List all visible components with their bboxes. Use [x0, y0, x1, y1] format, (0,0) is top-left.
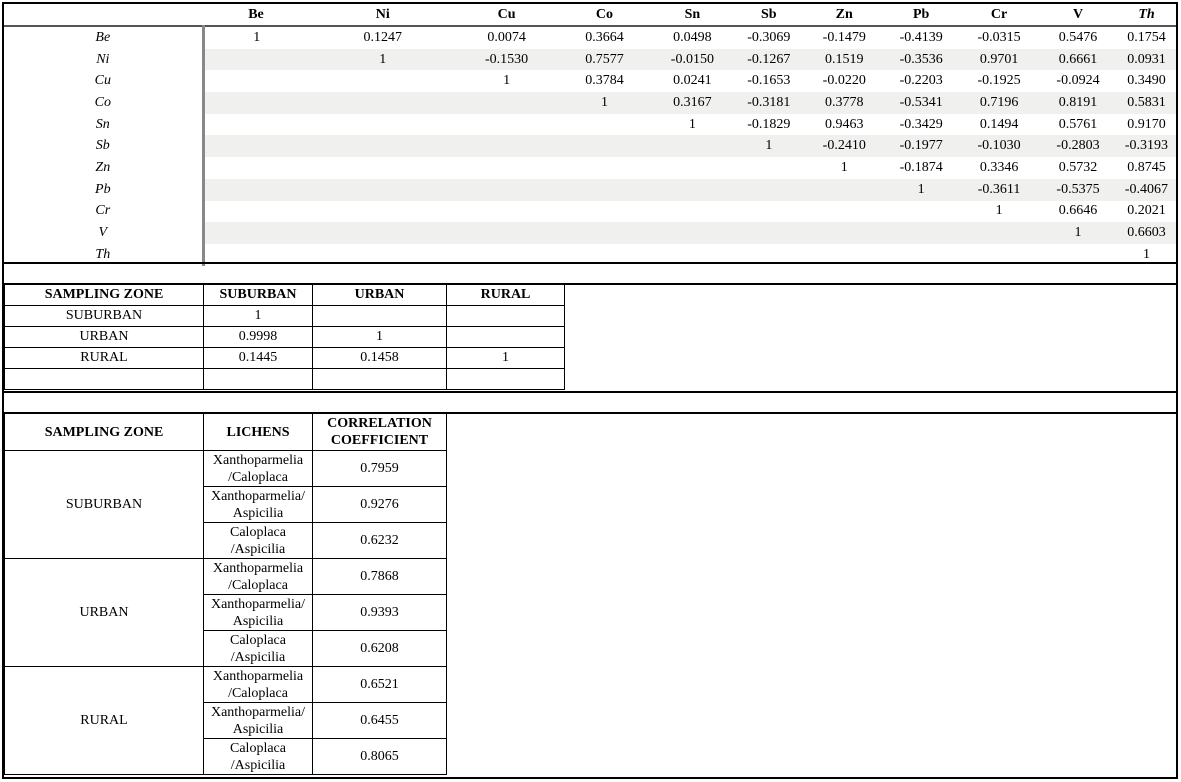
- matrix-cell: [883, 201, 959, 223]
- matrix-cell: [557, 135, 653, 157]
- zone-row: [5, 306, 565, 327]
- matrix-cell: 0.8191: [1039, 92, 1117, 114]
- matrix-cell: [309, 114, 457, 136]
- lichen-header-coefficient-line1: CORRELATION: [327, 416, 432, 431]
- matrix-cell: 0.1754: [1127, 29, 1166, 45]
- matrix-cell: [805, 201, 883, 223]
- matrix-cell: [203, 92, 309, 114]
- matrix-cell: 1: [1142, 246, 1150, 262]
- matrix-cell: 0.0074: [487, 29, 526, 45]
- zone-header-suburban: SUBURBAN: [204, 285, 313, 306]
- matrix-cell: [652, 201, 732, 223]
- matrix-cell: 0.7196: [959, 92, 1039, 114]
- matrix-cell: 0.5732: [1058, 159, 1098, 175]
- zone-empty-row: [5, 369, 565, 390]
- matrix-cell: [457, 201, 557, 223]
- zone-empty-cell: [447, 369, 565, 390]
- matrix-cell: [732, 179, 805, 201]
- matrix-cell: [732, 157, 805, 179]
- matrix-row-label: Zn: [4, 157, 203, 179]
- matrix-cell: 0.7577: [557, 49, 653, 71]
- matrix-cell: -0.3429: [899, 116, 943, 132]
- matrix-cell: -0.2410: [805, 135, 883, 157]
- matrix-cell: [203, 179, 309, 201]
- column-header-v: V: [1039, 4, 1117, 26]
- matrix-cell: 1: [253, 29, 261, 45]
- zone-empty-cell: [313, 369, 447, 390]
- matrix-row: [4, 157, 1176, 179]
- matrix-cell: 0.3490: [1127, 73, 1166, 89]
- matrix-row: [4, 222, 1176, 244]
- column-header-pb: Pb: [883, 4, 959, 26]
- matrix-row-label: Sn: [4, 114, 203, 136]
- lichen-row: [5, 667, 447, 703]
- matrix-cell: -0.0150: [652, 49, 732, 71]
- matrix-cell: 0.0241: [673, 73, 712, 89]
- lichen-pair-line2: Aspicilia: [232, 505, 284, 521]
- matrix-body: [4, 26, 1176, 266]
- lichen-header-coefficient: [313, 414, 447, 451]
- matrix-cell: [959, 222, 1039, 244]
- lichen-pair-line1: Xanthoparmelia: [212, 452, 304, 468]
- section-divider: [4, 283, 1176, 285]
- matrix-cell: [309, 201, 457, 223]
- zone-row-label: URBAN: [5, 327, 204, 348]
- lichen-coefficient-cell: 0.9393: [313, 595, 447, 631]
- matrix-row-label: Co: [4, 92, 203, 114]
- lichen-pair-line1: Caloplaca: [230, 524, 286, 540]
- matrix-cell: 1: [995, 203, 1003, 219]
- matrix-cell: 0.3167: [652, 92, 732, 114]
- matrix-cell: [457, 135, 557, 157]
- matrix-cell: -0.1030: [959, 135, 1039, 157]
- matrix-row: [4, 201, 1176, 223]
- zone-cell: 0.9998: [204, 327, 313, 348]
- matrix-row-label: Sb: [4, 135, 203, 157]
- matrix-cell: [457, 222, 557, 244]
- zone-cell: 1: [313, 327, 447, 348]
- lichen-pair-cell: [204, 631, 313, 667]
- matrix-cell: -0.4067: [1117, 179, 1176, 201]
- matrix-cell: [457, 179, 557, 201]
- matrix-row: [4, 49, 1176, 71]
- zone-header-row: [5, 285, 565, 306]
- matrix-row: [4, 70, 1176, 92]
- matrix-header-row: [4, 4, 1176, 26]
- zone-cell: [447, 327, 565, 348]
- lichen-pair-cell: [204, 739, 313, 775]
- matrix-cell: -0.1874: [899, 159, 943, 175]
- matrix-cell: [457, 114, 557, 136]
- column-header-zn: Zn: [805, 4, 883, 26]
- zone-cell: 1: [447, 348, 565, 369]
- matrix-cell: 0.0498: [673, 29, 712, 45]
- matrix-row-label: V: [4, 222, 203, 244]
- matrix-cell: 0.8745: [1127, 159, 1166, 175]
- lichen-coefficient-cell: 0.9276: [313, 487, 447, 523]
- matrix-row: [4, 26, 1176, 49]
- column-header-co: Co: [557, 4, 653, 26]
- lichen-correlation-table: [4, 413, 447, 775]
- matrix-cell: 1: [557, 92, 653, 114]
- matrix-cell: 0.5761: [1058, 116, 1098, 132]
- matrix-cell: [203, 70, 309, 92]
- lichen-pair-line1: Xanthoparmelia/: [210, 488, 306, 504]
- matrix-cell: [457, 157, 557, 179]
- matrix-cell: -0.0924: [1056, 73, 1100, 89]
- lichen-pair-line2: /Aspicilia: [230, 649, 286, 665]
- matrix-cell: -0.1479: [822, 29, 866, 45]
- matrix-cell: 0.6646: [1058, 203, 1098, 219]
- zone-cell: 1: [204, 306, 313, 327]
- matrix-cell: [805, 222, 883, 244]
- column-header-cu: Cu: [457, 4, 557, 26]
- matrix-cell: [203, 49, 309, 71]
- lichen-pair-cell: [204, 559, 313, 595]
- lichen-pair-line1: Caloplaca: [230, 740, 286, 756]
- lichen-coefficient-cell: 0.8065: [313, 739, 447, 775]
- matrix-cell: [203, 157, 309, 179]
- matrix-cell: -0.3181: [732, 92, 805, 114]
- matrix-cell: 0.6603: [1117, 222, 1176, 244]
- matrix-cell: 0.5831: [1117, 92, 1176, 114]
- matrix-cell: 0.3784: [585, 73, 624, 89]
- matrix-cell: -0.3611: [959, 179, 1039, 201]
- matrix-cell: 0.3664: [585, 29, 624, 45]
- lichen-pair-line1: Xanthoparmelia/: [210, 704, 306, 720]
- zone-body: [5, 306, 565, 390]
- lichen-row: [5, 451, 447, 487]
- lichen-zone-cell: SUBURBAN: [5, 451, 204, 559]
- lichen-pair-line2: Aspicilia: [232, 721, 284, 737]
- lichen-pair-line2: Aspicilia: [232, 613, 284, 629]
- matrix-row-label: Ni: [4, 49, 203, 71]
- lichen-header-lichens: LICHENS: [204, 414, 313, 451]
- matrix-cell: 0.0931: [1117, 49, 1176, 71]
- element-correlation-matrix: [4, 4, 1176, 266]
- matrix-cell: 1: [883, 179, 959, 201]
- lichen-header-sampling-zone: SAMPLING ZONE: [5, 414, 204, 451]
- matrix-cell: [309, 157, 457, 179]
- matrix-cell: [203, 222, 309, 244]
- matrix-cell: 0.9463: [824, 116, 864, 132]
- matrix-cell: [309, 179, 457, 201]
- matrix-row-label: Cu: [4, 70, 203, 92]
- lichen-pair-line1: Xanthoparmelia/: [210, 596, 306, 612]
- column-header-cr: Cr: [959, 4, 1039, 26]
- matrix-row: [4, 92, 1176, 114]
- matrix-cell: 1: [503, 73, 511, 89]
- matrix-cell: -0.3536: [883, 49, 959, 71]
- lichen-pair-cell: [204, 703, 313, 739]
- lichen-pair-line1: Caloplaca: [230, 632, 286, 648]
- column-header-sb: Sb: [732, 4, 805, 26]
- matrix-cell: [732, 222, 805, 244]
- lichen-coefficient-cell: 0.7868: [313, 559, 447, 595]
- matrix-cell: -0.2803: [1039, 135, 1117, 157]
- matrix-row: [4, 135, 1176, 157]
- matrix-cell: [652, 222, 732, 244]
- matrix-cell: [203, 135, 309, 157]
- matrix-cell: [652, 157, 732, 179]
- lichen-pair-cell: [204, 487, 313, 523]
- column-header-th: Th: [1117, 4, 1176, 26]
- matrix-cell: -0.1925: [977, 73, 1021, 89]
- matrix-cell: -0.1653: [747, 73, 791, 89]
- matrix-cell: 1: [732, 135, 805, 157]
- zone-header-urban: URBAN: [313, 285, 447, 306]
- zone-header-rural: RURAL: [447, 285, 565, 306]
- matrix-cell: -0.1829: [747, 116, 791, 132]
- lichen-pair-line2: /Caloplaca: [228, 577, 288, 593]
- matrix-cell: [203, 114, 309, 136]
- matrix-row-label: Cr: [4, 201, 203, 223]
- matrix-row-label: Pb: [4, 179, 203, 201]
- lichen-pair-line1: Xanthoparmelia: [212, 668, 304, 684]
- column-header-sn: Sn: [652, 4, 732, 26]
- matrix-cell: [309, 70, 457, 92]
- zone-cell: [313, 306, 447, 327]
- matrix-cell: -0.3069: [747, 29, 791, 45]
- lichen-pair-line2: /Caloplaca: [228, 685, 288, 701]
- matrix-cell: 0.9170: [1127, 116, 1166, 132]
- matrix-cell: -0.4139: [899, 29, 943, 45]
- matrix-cell: -0.5375: [1039, 179, 1117, 201]
- matrix-cell: [203, 201, 309, 223]
- matrix-cell: 0.6661: [1039, 49, 1117, 71]
- lichen-coefficient-cell: 0.6455: [313, 703, 447, 739]
- lichen-coefficient-cell: 0.6232: [313, 523, 447, 559]
- matrix-cell: [652, 135, 732, 157]
- matrix-cell: [652, 179, 732, 201]
- lichen-header-coefficient-line2: COEFFICIENT: [330, 433, 429, 448]
- lichen-pair-cell: [204, 451, 313, 487]
- lichen-zone-cell: URBAN: [5, 559, 204, 667]
- matrix-cell: [557, 179, 653, 201]
- matrix-cell: 1: [1039, 222, 1117, 244]
- matrix-row: [4, 114, 1176, 136]
- matrix-cell: -0.1267: [732, 49, 805, 71]
- zone-cell: 0.1445: [204, 348, 313, 369]
- lichen-coefficient-cell: 0.6208: [313, 631, 447, 667]
- zone-cell: [447, 306, 565, 327]
- zone-header-sampling-zone: SAMPLING ZONE: [5, 285, 204, 306]
- matrix-cell: [732, 201, 805, 223]
- matrix-corner-cell: [4, 4, 203, 26]
- zone-row: [5, 348, 565, 369]
- matrix-cell: -0.2203: [899, 73, 943, 89]
- matrix-cell: -0.0220: [822, 73, 866, 89]
- matrix-cell: 0.2021: [1127, 203, 1166, 219]
- lichen-pair-cell: [204, 595, 313, 631]
- matrix-cell: -0.3193: [1117, 135, 1176, 157]
- lichen-pair-cell: [204, 667, 313, 703]
- lichen-pair-line2: /Aspicilia: [230, 757, 286, 773]
- matrix-cell: [557, 157, 653, 179]
- matrix-cell: 0.1247: [363, 29, 403, 45]
- zone-correlation-table: [4, 284, 565, 390]
- matrix-cell: [557, 201, 653, 223]
- matrix-cell: [557, 222, 653, 244]
- zone-row-label: SUBURBAN: [5, 306, 204, 327]
- lichen-pair-line2: /Aspicilia: [230, 541, 286, 557]
- matrix-row-label: Th: [4, 244, 203, 266]
- lichen-coefficient-cell: 0.6521: [313, 667, 447, 703]
- lichen-coefficient-cell: 0.7959: [313, 451, 447, 487]
- matrix-row-label: Be: [4, 26, 203, 49]
- matrix-cell: -0.0315: [977, 29, 1021, 45]
- matrix-cell: 0.1519: [805, 49, 883, 71]
- matrix-cell: 0.5476: [1058, 29, 1098, 45]
- lichen-pair-line1: Xanthoparmelia: [212, 560, 304, 576]
- lichen-pair-cell: [204, 523, 313, 559]
- lichen-pair-line2: /Caloplaca: [228, 469, 288, 485]
- matrix-cell: [457, 92, 557, 114]
- column-header-be: Be: [203, 4, 309, 26]
- matrix-cell: 1: [688, 116, 696, 132]
- matrix-cell: 0.1494: [979, 116, 1019, 132]
- lichen-row: [5, 559, 447, 595]
- matrix-cell: [309, 92, 457, 114]
- matrix-row: [4, 179, 1176, 201]
- matrix-cell: [557, 114, 653, 136]
- section-divider: [4, 262, 1176, 264]
- matrix-cell: [805, 179, 883, 201]
- matrix-cell: 1: [309, 49, 457, 71]
- section-divider: [4, 391, 1176, 393]
- zone-cell: 0.1458: [313, 348, 447, 369]
- lichen-body: [5, 451, 447, 775]
- matrix-cell: -0.5341: [883, 92, 959, 114]
- matrix-cell: 0.9701: [959, 49, 1039, 71]
- matrix-cell: 0.3346: [979, 159, 1019, 175]
- lichen-header-row: [5, 414, 447, 451]
- lichen-zone-cell: RURAL: [5, 667, 204, 775]
- zone-row-label: RURAL: [5, 348, 204, 369]
- matrix-cell: [309, 135, 457, 157]
- zone-empty-cell: [5, 369, 204, 390]
- matrix-cell: -0.1977: [883, 135, 959, 157]
- zone-empty-cell: [204, 369, 313, 390]
- matrix-cell: 0.3778: [805, 92, 883, 114]
- matrix-cell: [883, 222, 959, 244]
- zone-row: [5, 327, 565, 348]
- matrix-cell: -0.1530: [457, 49, 557, 71]
- column-header-ni: Ni: [309, 4, 457, 26]
- matrix-cell: [309, 222, 457, 244]
- matrix-cell: 1: [840, 159, 848, 175]
